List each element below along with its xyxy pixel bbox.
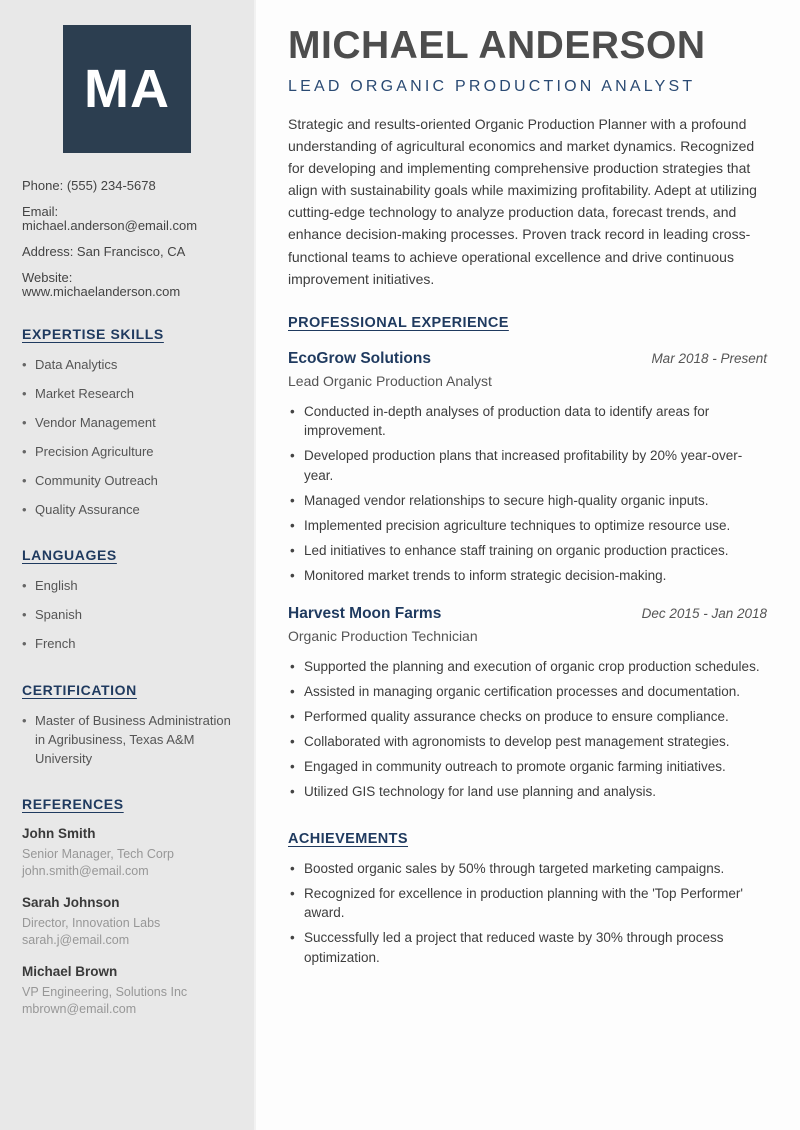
job-bullet: • Managed vendor relationships to secure high-quality organic inputs. [288, 491, 767, 511]
monogram-badge [63, 25, 191, 153]
job-bullet: • Implemented precision agriculture techniques to optimize resource use. [288, 516, 767, 536]
job-bullet: • Developed production plans that increased profitability by 20% year-over-year. [288, 446, 767, 485]
reference-email: mbrown@email.com [22, 1001, 137, 1016]
languages-list [22, 577, 232, 654]
certification-list [22, 712, 232, 769]
profile-summary: Strategic and results-oriented Organic Production Planner with a profound understanding of agricultural economics and market dynamics. Recognized for developing and implementing comprehensive production strategies that align with sustainability goals while maximizing profitability. Adept at utilizing cutting-edge technology to analyze production data, forecast trends, and enhance decision-making processes. Proven track record in leading cross-functional teams to achieve operational excellence and drive continuous improvement initiatives. [288, 115, 757, 287]
contact-address: Address: San Francisco, CA [22, 243, 186, 259]
sidebar [0, 0, 256, 1130]
experience-heading: PROFESSIONAL EXPERIENCE [288, 314, 509, 331]
reference-name: Michael Brown [22, 963, 118, 979]
skills-heading: EXPERTISE SKILLS [22, 326, 164, 343]
language-item: • English [22, 577, 232, 596]
reference-card [22, 826, 232, 880]
skill-item: • Data Analytics [22, 356, 232, 375]
job-bullet-list [288, 402, 767, 586]
reference-card [22, 964, 232, 1018]
contact-website: Website: www.michaelanderson.com [22, 270, 181, 299]
job-bullet: • Engaged in community outreach to promote organic farming initiatives. [288, 757, 767, 777]
contact-phone: Phone: (555) 234-5678 [22, 178, 156, 193]
reference-title: Director, Innovation Labs [22, 916, 161, 931]
job-header [288, 350, 767, 368]
reference-title: VP Engineering, Solutions Inc [22, 984, 188, 999]
achievement-item: • Recognized for excellence in production planning with the 'Top Performer' award. [288, 884, 767, 923]
job-entry [288, 605, 767, 802]
job-bullet: • Utilized GIS technology for land use planning and analysis. [288, 782, 767, 802]
job-bullet: • Collaborated with agronomists to develop pest management strategies. [288, 732, 767, 752]
achievement-item: • Boosted organic sales by 50% through targeted marketing campaigns. [288, 859, 767, 879]
languages-heading: LANGUAGES [22, 547, 117, 564]
reference-title: Senior Manager, Tech Corp [22, 847, 174, 862]
person-name: MICHAEL ANDERSON [288, 24, 706, 67]
references-section [22, 796, 232, 1017]
skill-item: • Vendor Management [22, 414, 232, 433]
skills-section [22, 326, 232, 519]
reference-name: Sarah Johnson [22, 895, 120, 911]
skill-item: • Community Outreach [22, 472, 232, 491]
job-company: EcoGrow Solutions [288, 349, 431, 367]
skill-item: • Quality Assurance [22, 501, 232, 520]
job-dates: Dec 2015 - Jan 2018 [641, 605, 767, 621]
job-role: Lead Organic Production Analyst [288, 372, 492, 389]
skill-item: • Market Research [22, 385, 232, 404]
skills-list [22, 356, 232, 519]
contact-email: Email: michael.anderson@email.com [22, 204, 198, 233]
person-job-title: LEAD ORGANIC PRODUCTION ANALYST [288, 77, 696, 95]
skill-item: • Precision Agriculture [22, 443, 232, 462]
job-header [288, 605, 767, 623]
main-column [256, 0, 800, 1130]
job-bullet: • Led initiatives to enhance staff training on organic production practices. [288, 541, 767, 561]
job-bullet: • Performed quality assurance checks on produce to ensure compliance. [288, 707, 767, 727]
certification-item: • Master of Business Administration in Agribusiness, Texas A&M University [22, 712, 232, 769]
achievements-list [288, 859, 767, 968]
monogram-initials: MA [84, 59, 170, 119]
achievement-item: • Successfully led a project that reduced waste by 30% through process optimization. [288, 928, 767, 967]
job-bullet: • Monitored market trends to inform strategic decision-making. [288, 566, 767, 586]
job-bullet-list [288, 657, 767, 802]
reference-email: john.smith@email.com [22, 864, 149, 879]
job-bullet: • Supported the planning and execution of organic crop production schedules. [288, 657, 767, 677]
references-heading: REFERENCES [22, 796, 124, 813]
job-company: Harvest Moon Farms [288, 604, 442, 622]
job-role: Organic Production Technician [288, 627, 478, 644]
reference-email: sarah.j@email.com [22, 933, 130, 948]
reference-card [22, 895, 232, 949]
language-item: • French [22, 635, 232, 654]
certification-section [22, 682, 232, 769]
job-entry [288, 350, 767, 586]
certification-heading: CERTIFICATION [22, 681, 137, 698]
languages-section [22, 547, 232, 654]
job-bullet: • Assisted in managing organic certification processes and documentation. [288, 682, 767, 702]
reference-name: John Smith [22, 826, 96, 842]
job-bullet: • Conducted in-depth analyses of production data to identify areas for improvement. [288, 402, 767, 441]
language-item: • Spanish [22, 606, 232, 625]
achievements-heading: ACHIEVEMENTS [288, 830, 409, 847]
job-dates: Mar 2018 - Present [651, 350, 767, 366]
contact-block [22, 179, 232, 298]
